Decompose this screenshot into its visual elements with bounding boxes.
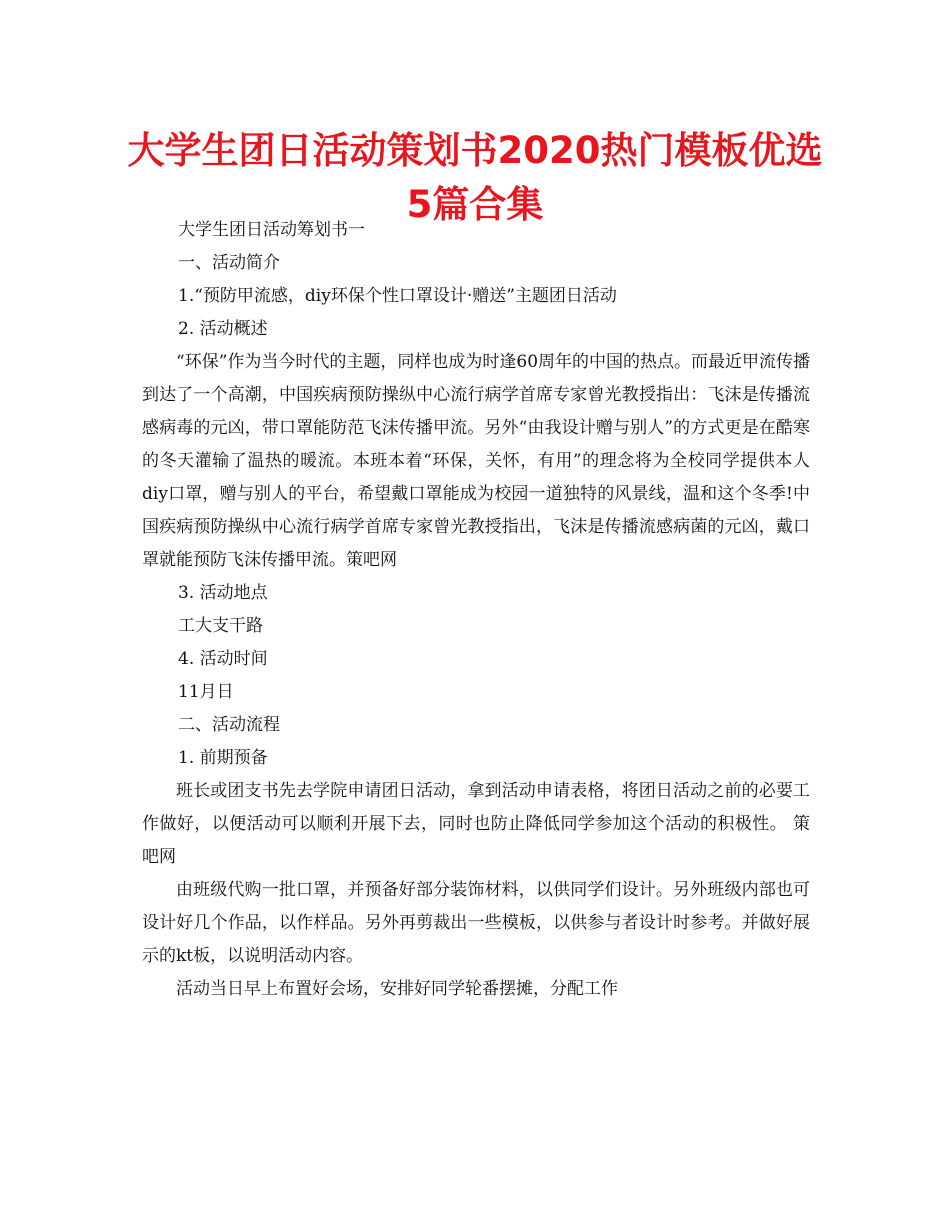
- document-heading: 大学生团日活动筹划书一: [178, 220, 365, 240]
- section-heading-process: 二、活动流程: [178, 715, 280, 735]
- list-item-preparation: 1. 前期预备: [178, 748, 268, 768]
- document-title: 大学生团日活动策划书2020热门模板优选5篇合集: [127, 129, 823, 226]
- document-body: [142, 214, 810, 1006]
- preparation-paragraph-1: 班长或团支书先去学院申请团日活动，拿到活动申请表格，将团日活动之前的必要工作做好，以便活动可以顺利开展下去，同时也防止降低同学参加这个活动的积极性。 策吧网: [142, 781, 810, 867]
- section-heading-intro: 一、活动简介: [178, 253, 280, 273]
- list-item-location: 3. 活动地点: [178, 583, 268, 603]
- location-text: 工大支干路: [178, 616, 263, 636]
- overview-paragraph: “环保”作为当今时代的主题，同样也成为时逢60周年的中国的热点。而最近甲流传播到达了一个高潮，中国疾病预防操纵中心流行病学首席专家曾光教授指出：飞沫是传播流感病毒的元凶，带口罩能防范飞沫传播甲流。另外“由我设计赠与别人”的方式更是在酷寒的冬天灌输了温热的暖流。本班本着“环保，关怀，有用”的理念将为全校同学提供本人diy口罩，赠与别人的平台，希望戴口罩能成为校园一道独特的风景线，温和这个冬季!中国疾病预防操纵中心流行病学首席专家曾光教授指出，飞沫是传播流感病菌的元凶，戴口罩就能预防飞沫传播甲流。策吧网: [142, 352, 811, 570]
- date-text: 11月日: [178, 682, 234, 702]
- list-item-time: 4. 活动时间: [178, 649, 268, 669]
- list-item-theme: 1.“预防甲流感，diy环保个性口罩设计·赠送”主题团日活动: [178, 286, 617, 306]
- preparation-paragraph-3: 活动当日早上布置好会场，安排好同学轮番摆摊，分配工作: [176, 979, 618, 999]
- list-item-overview: 2. 活动概述: [178, 319, 268, 339]
- preparation-paragraph-2: 由班级代购一批口罩，并预备好部分装饰材料，以供同学们设计。另外班级内部也可设计好几个作品，以作样品。另外再剪裁出一些模板，以供参与者设计时参考。并做好展示的kt板，以说明活动内容。: [142, 880, 810, 966]
